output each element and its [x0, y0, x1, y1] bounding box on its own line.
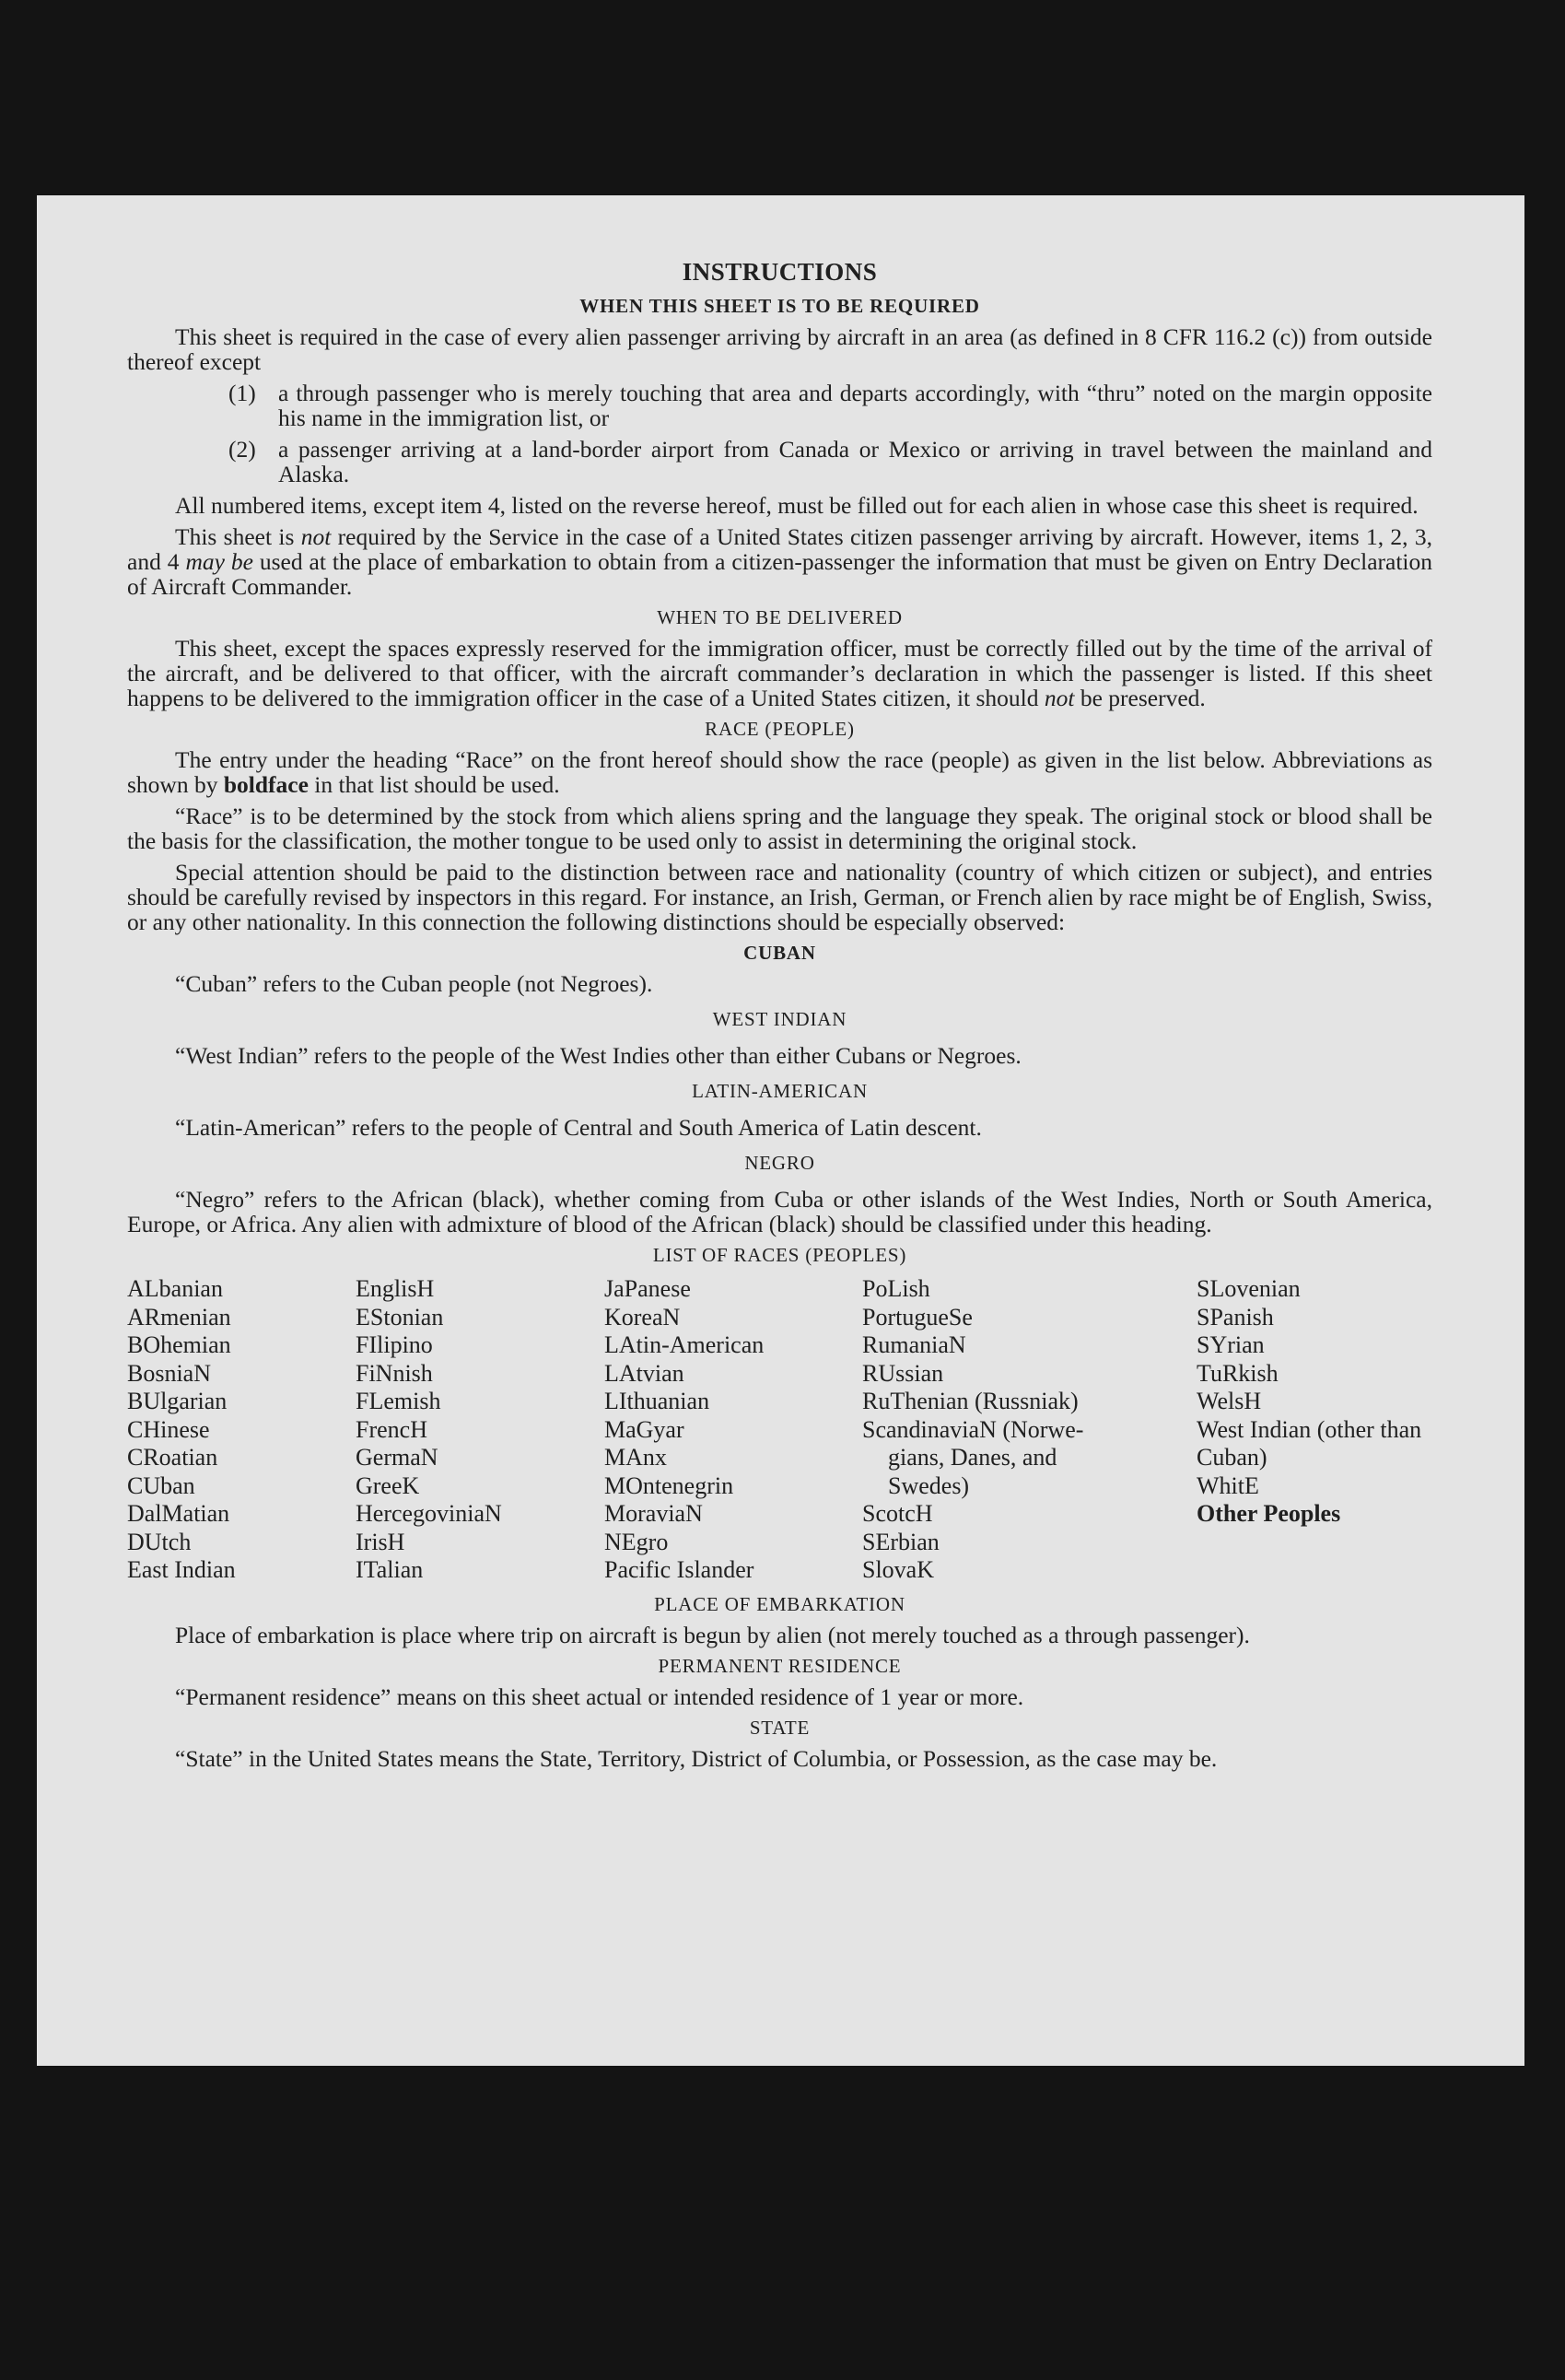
race-entry: WelsH	[1197, 1388, 1262, 1414]
section-heading-when-delivered: WHEN TO BE DELIVERED	[657, 606, 903, 628]
race-text-b: in that list should be used.	[314, 771, 560, 798]
when-required-intro: This sheet is required in the case of every alien passenger arriving by aircraft in an area (as defined in 8 CFR 116.2 (c)) from outside thereof except	[127, 323, 1432, 375]
race-entry: ITalian	[356, 1556, 424, 1583]
race-entry: FrencH	[356, 1415, 427, 1443]
race-paragraph-3: Special attention should be paid to the distinction between race and nationality (country of which citizen or subject), and entries should be carefully revised by inspectors in this regard. For instance, an Irish, German, or French alien by race might be of English, Swiss, or any other nationality. In this connection the following distinctions should be especially observed:	[127, 859, 1432, 935]
race-entry: LIthuanian	[604, 1388, 710, 1414]
state-definition: “State” in the United States means the State, Territory, District of Columbia, or Possession, as the case may be.	[175, 1744, 1218, 1772]
race-entry: MOntenegrin	[604, 1471, 734, 1499]
race-entry: FLemish	[356, 1388, 441, 1414]
race-entry: ARmenian	[127, 1303, 231, 1331]
races-column-3	[604, 1275, 862, 1585]
race-entry: RumaniaN	[862, 1331, 966, 1358]
section-heading-when-required: WHEN THIS SHEET IS TO BE REQUIRED	[579, 295, 980, 317]
west-indian-definition: “West Indian” refers to the people of the West Indies other than either Cubans or Negroes.	[175, 1042, 1022, 1069]
race-text-boldface: boldface	[223, 771, 309, 798]
race-entry: CRoatian	[127, 1444, 218, 1471]
race-entry: NEgro	[604, 1528, 669, 1555]
race-paragraph-2: “Race” is to be determined by the stock from which aliens spring and the language they speak. The original stock or blood shall be the basis for the classification, the mother tongue to be used only to assist in determining the original stock.	[127, 803, 1432, 854]
race-entry: EnglisH	[356, 1275, 435, 1302]
residence-definition: “Permanent residence” means on this sheet actual or intended residence of 1 year or more.	[175, 1682, 1024, 1710]
delivered-text-not: not	[1044, 685, 1075, 711]
race-entry: LAtin-American	[604, 1331, 765, 1358]
race-entry: DUtch	[127, 1528, 192, 1555]
race-entry: BUlgarian	[127, 1388, 228, 1414]
instruction-sheet	[37, 195, 1524, 2066]
race-entry: LAtvian	[604, 1359, 684, 1387]
races-column-5	[1197, 1275, 1427, 1585]
page-title: INSTRUCTIONS	[682, 258, 878, 286]
delivered-text-b: be preserved.	[1080, 685, 1206, 711]
exception-item-number: (2)	[228, 436, 256, 463]
race-entry: SPanish	[1197, 1303, 1274, 1331]
race-entry: EStonian	[356, 1303, 444, 1331]
section-heading-races-list: LIST OF RACES (PEOPLES)	[652, 1244, 907, 1266]
section-heading-cuban: CUBAN	[743, 942, 816, 964]
race-entry: FiNnish	[356, 1359, 433, 1387]
citizen-text-b: required by the Service in the case of a United States citizen passenger arriving by aircraft. However, items 1, 2, 3, and 4	[127, 523, 1432, 575]
race-entry: FIlipino	[356, 1331, 433, 1358]
race-entry: JaPanese	[604, 1275, 691, 1302]
race-entry: GreeK	[356, 1471, 420, 1499]
race-entry: Other Peoples	[1197, 1500, 1341, 1527]
race-entry: RuThenian (Russniak)	[862, 1388, 1079, 1414]
race-entry: KoreaN	[604, 1303, 681, 1331]
race-text-a: The entry under the heading “Race” on the front hereof should show the race (people) as given in the list below. Abbreviations as shown by	[127, 746, 1432, 798]
races-column-1	[127, 1275, 356, 1585]
citizen-text-a: This sheet is	[175, 523, 295, 550]
section-heading-race: RACE (PEOPLE)	[705, 718, 855, 740]
section-heading-latin-american: LATIN-AMERICAN	[692, 1080, 868, 1102]
race-paragraph-1	[127, 747, 1432, 797]
race-entry: CHinese	[127, 1415, 210, 1443]
numbered-items-paragraph: All numbered items, except item 4, listed on the reverse hereof, must be filled out for each alien in whose case this sheet is required.	[175, 492, 1419, 519]
section-heading-residence: PERMANENT RESIDENCE	[658, 1654, 902, 1677]
race-entry: MAnx	[604, 1444, 667, 1471]
cuban-definition: “Cuban” refers to the Cuban people (not Negroes).	[175, 970, 653, 997]
exception-item-number: (1)	[228, 380, 256, 406]
exception-item-1	[127, 381, 1432, 430]
race-entry: PoLish	[862, 1275, 930, 1302]
race-entry: Pacific Islander	[604, 1556, 754, 1583]
race-entry: WhitE	[1197, 1471, 1259, 1499]
section-heading-negro: NEGRO	[744, 1152, 815, 1174]
when-delivered-paragraph	[127, 636, 1432, 710]
race-entry: East Indian	[127, 1556, 236, 1583]
embarkation-definition: Place of embarkation is place where trip on aircraft is begun by alien (not merely touched as a through passenger).	[175, 1621, 1250, 1648]
race-entry: PortugueSe	[862, 1303, 973, 1331]
race-entry: BosniaN	[127, 1359, 211, 1387]
race-entry: gians, Danes, and	[888, 1444, 1057, 1471]
race-entry: SlovaK	[862, 1556, 934, 1583]
latin-american-definition: “Latin-American” refers to the people of Central and South America of Latin descent.	[175, 1114, 982, 1141]
race-entry: IrisH	[356, 1528, 405, 1555]
citizen-text-c: used at the place of embarkation to obtain from a citizen-passenger the information that must be given on Entry Declaration of Aircraft Commander.	[127, 548, 1432, 600]
race-entry: MaGyar	[604, 1415, 684, 1443]
race-entry: HercegoviniaN	[356, 1500, 502, 1527]
citizen-text-may: may be	[185, 548, 253, 575]
race-entry: CUban	[127, 1471, 195, 1499]
race-entry: TuRkish	[1197, 1359, 1279, 1387]
races-column-4	[862, 1275, 1197, 1585]
race-entry: SLovenian	[1197, 1275, 1301, 1302]
race-entry: West Indian (other than Cuban)	[1197, 1415, 1422, 1471]
race-entry: ScandinaviaN (Norwe-	[862, 1415, 1084, 1443]
race-entry: RUssian	[862, 1359, 944, 1387]
races-column-2	[356, 1275, 604, 1585]
race-entry: Swedes)	[888, 1471, 970, 1499]
race-entry: DalMatian	[127, 1500, 230, 1527]
citizen-paragraph	[127, 524, 1432, 599]
exception-item-text: a through passenger who is merely touching that area and departs accordingly, with “thru” noted on the margin opposite his name in the immigration list, or	[278, 380, 1432, 431]
section-heading-state: STATE	[749, 1716, 811, 1739]
race-entry: ScotcH	[862, 1500, 933, 1527]
races-list	[127, 1275, 1432, 1585]
section-heading-west-indian: WEST INDIAN	[712, 1008, 847, 1030]
section-heading-embarkation: PLACE OF EMBARKATION	[654, 1592, 905, 1615]
race-entry: SErbian	[862, 1528, 940, 1555]
exception-item-2	[127, 437, 1432, 487]
citizen-text-not: not	[300, 523, 332, 550]
race-entry: BOhemian	[127, 1331, 231, 1358]
exception-item-text: a passenger arriving at a land-border airport from Canada or Mexico or arriving in travel between the mainland and Alaska.	[278, 436, 1432, 487]
race-entry: ALbanian	[127, 1275, 223, 1302]
delivered-text-a: This sheet, except the spaces expressly reserved for the immigration officer, must be correctly filled out by the time of the arrival of the aircraft, and be delivered to that officer, with the aircraft commander’s declaration in which the passenger is listed. If this sheet happens to be delivered to the immigration officer in the case of a United States citizen, it should	[127, 635, 1432, 711]
race-entry: GermaN	[356, 1444, 438, 1471]
negro-definition: “Negro” refers to the African (black), whether coming from Cuba or other islands of the West Indies, North or South America, Europe, or Africa. Any alien with admixture of blood of the African (black) should be classified under this heading.	[127, 1186, 1432, 1237]
race-entry: MoraviaN	[604, 1500, 703, 1527]
race-entry: SYrian	[1197, 1331, 1265, 1358]
